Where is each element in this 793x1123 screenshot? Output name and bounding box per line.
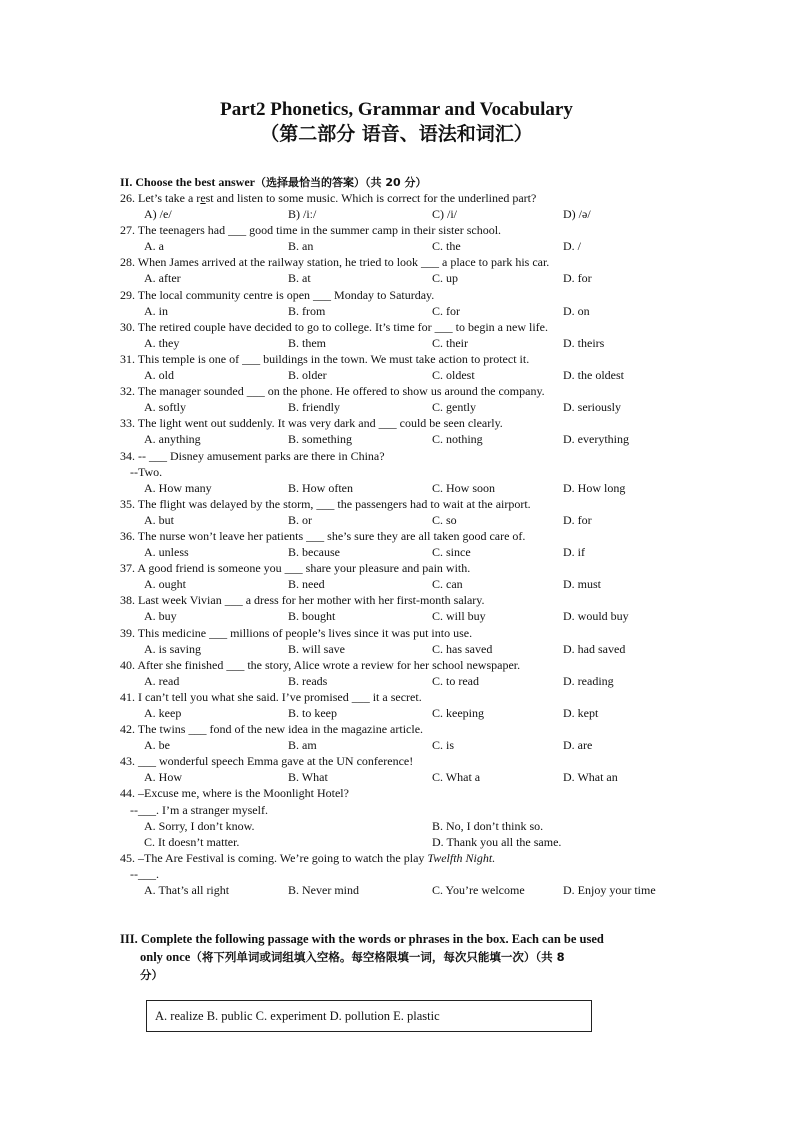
- option-b: B. them: [288, 335, 326, 350]
- option-wide: D. Thank you all the same.: [432, 834, 562, 849]
- stem-text: 45. –The Are Festival is coming. We’re going to watch the play: [120, 850, 428, 865]
- question-stem: 40. After she finished ___ the story, Alice wrote a review for her school newspaper.: [120, 657, 521, 672]
- options-row: [120, 206, 680, 222]
- question-stem: 28. When James arrived at the railway station, he tried to look ___ a place to park his car.: [120, 255, 550, 270]
- section-3-line2-en: only once: [140, 950, 191, 964]
- option-c: C. up: [432, 271, 459, 286]
- option-c: C. You’re welcome: [432, 883, 525, 898]
- section-3-heading: [120, 930, 680, 984]
- question-reply: --Two.: [130, 464, 163, 479]
- options-row: [120, 882, 680, 898]
- option-d: D. everything: [563, 432, 629, 447]
- option-b: B. Never mind: [288, 883, 359, 898]
- option-a: A. ought: [144, 577, 186, 592]
- option-c: C. has saved: [432, 641, 493, 656]
- option-c: C. What a: [432, 770, 481, 785]
- question-stem: 33. The light went out suddenly. It was very dark and ___ could be seen clearly.: [120, 416, 503, 431]
- options-row: [120, 641, 680, 657]
- question-stem: 38. Last week Vivian ___ a dress for her mother with her first-month salary.: [120, 593, 485, 608]
- option-a: A. softly: [144, 400, 186, 415]
- options-row: [120, 512, 680, 528]
- stem-text: 26. Let’s take a r: [120, 191, 201, 205]
- option-b: B. How often: [288, 480, 353, 495]
- options-row: [120, 480, 680, 496]
- options-row: [120, 608, 680, 624]
- section-3-line2-cn: （将下列单词或词组填入空格。每空格限填一词，每次只能填一次）（共 8: [190, 950, 565, 964]
- options-row: [120, 576, 680, 592]
- options-row: [120, 303, 680, 319]
- options-row: [120, 769, 680, 785]
- option-a: A. but: [144, 512, 174, 527]
- option-d: D. /: [563, 239, 581, 254]
- question-stem: 36. The nurse won’t leave her patients ___ she’s sure they are all taken good care of.: [120, 528, 526, 543]
- option-a: A. unless: [144, 545, 189, 560]
- option-c: C) /i/: [432, 207, 458, 222]
- option-b: B. will save: [288, 641, 345, 656]
- question-stem: 31. This temple is one of ___ buildings in the town. We must take action to protect it.: [120, 351, 530, 366]
- options-row: [120, 737, 680, 753]
- page-title: Part2 Phonetics, Grammar and Vocabulary: [220, 99, 573, 120]
- option-b: B. am: [288, 738, 317, 753]
- question-stem: 42. The twins ___ fond of the new idea in the magazine article.: [120, 722, 424, 737]
- option-a: A. buy: [144, 609, 177, 624]
- option-wide: C. It doesn’t matter.: [144, 834, 240, 849]
- option-b: B. at: [288, 271, 311, 286]
- option-d: D. What an: [563, 770, 618, 785]
- option-c: C. the: [432, 239, 461, 254]
- option-d: D. if: [563, 545, 585, 560]
- option-a: A. in: [144, 303, 168, 318]
- option-d: D. would buy: [563, 609, 629, 624]
- option-d: D. had saved: [563, 641, 626, 656]
- section-2-heading-en: II. Choose the best answer: [120, 175, 255, 189]
- option-d: D. How long: [563, 480, 626, 495]
- question-list: [120, 190, 680, 898]
- options-row: [120, 238, 680, 254]
- question-stem: 41. I can’t tell you what she said. I’ve promised ___ it a secret.: [120, 689, 422, 704]
- option-d: D. theirs: [563, 335, 605, 350]
- option-a: A. keep: [144, 706, 182, 720]
- option-c: C. How soon: [432, 480, 496, 495]
- options-row: [120, 544, 680, 560]
- question-reply: --___. I’m a stranger myself.: [130, 802, 268, 817]
- option-c: C. can: [432, 577, 463, 592]
- option-b: B. friendly: [288, 400, 340, 415]
- option-d: D) /ə/: [563, 207, 591, 222]
- question-stem: 34. -- ___ Disney amusement parks are there in China?: [120, 448, 385, 463]
- option-a: A. How many: [144, 480, 212, 495]
- option-c: C. since: [432, 545, 471, 560]
- option-b: B. What: [288, 770, 328, 785]
- option-b: B. need: [288, 577, 325, 592]
- question-stem: 35. The flight was delayed by the storm, ___ the passengers had to wait at the airport.: [120, 496, 531, 511]
- option-a: A. old: [144, 368, 174, 383]
- question-stem: [120, 850, 680, 866]
- option-d: D. must: [563, 577, 602, 592]
- option-c: C. so: [432, 512, 457, 527]
- option-b: B. to keep: [288, 706, 337, 720]
- question-reply: --___.: [130, 866, 159, 881]
- question-stem: [120, 190, 680, 206]
- option-d: D. the oldest: [563, 368, 624, 383]
- option-b: B. an: [288, 239, 314, 254]
- option-b: B. from: [288, 303, 326, 318]
- option-d: D. on: [563, 303, 590, 318]
- option-c: C. is: [432, 738, 455, 753]
- option-c: C. nothing: [432, 432, 483, 447]
- option-a: A. be: [144, 738, 170, 753]
- option-d: D. Enjoy your time: [563, 883, 656, 898]
- option-a: A. they: [144, 335, 180, 350]
- question-stem: 29. The local community centre is open ___ Monday to Saturday.: [120, 287, 435, 302]
- options-row: [120, 270, 680, 286]
- option-b: B. something: [288, 432, 353, 447]
- play-title: Twelfth Night.: [427, 850, 496, 865]
- options-row: [120, 705, 680, 721]
- options-row: [120, 431, 680, 447]
- question-stem: 43. ___ wonderful speech Emma gave at the UN conference!: [120, 754, 414, 769]
- option-a: A. That’s all right: [144, 883, 230, 898]
- question-stem: 30. The retired couple have decided to go to college. It’s time for ___ to begin a new life.: [120, 319, 548, 334]
- options-row: [120, 367, 680, 383]
- option-c: C. keeping: [432, 706, 484, 720]
- section-3-line3: 分）: [140, 968, 163, 982]
- section-3-line1: III. Complete the following passage with the words or phrases in the box. Each can be used: [120, 932, 604, 946]
- section-2-heading: [120, 174, 426, 190]
- option-b: B. bought: [288, 609, 336, 624]
- option-b: B. because: [288, 545, 340, 560]
- underlined-letter: e: [200, 191, 206, 205]
- option-b: B) /iː/: [288, 207, 317, 222]
- question-stem: 39. This medicine ___ millions of people’s lives since it was put into use.: [120, 625, 473, 640]
- stem-text: st and listen to some music. Which is correct for the underlined part?: [205, 191, 537, 205]
- option-wide: B. No, I don’t think so.: [432, 818, 544, 833]
- options-row: [120, 673, 680, 689]
- page-subtitle: （第二部分 语音、语法和词汇）: [260, 123, 533, 145]
- options-row: [120, 335, 680, 351]
- option-a: A. a: [144, 239, 164, 254]
- option-c: C. to read: [432, 673, 479, 688]
- option-d: D. for: [563, 512, 592, 527]
- options-row: [120, 818, 680, 834]
- question-stem: 37. A good friend is someone you ___ share your pleasure and pain with.: [120, 561, 471, 576]
- question-stem: 32. The manager sounded ___ on the phone. He offered to show us around the company.: [120, 384, 545, 399]
- options-row: [120, 834, 680, 850]
- option-b: B. older: [288, 368, 327, 383]
- option-d: D. are: [563, 738, 593, 753]
- option-a: A) /e/: [144, 207, 172, 222]
- section-3-line2: [120, 948, 680, 966]
- section-2-heading-cn: （选择最恰当的答案）（共 20 分）: [255, 176, 427, 189]
- option-a: A. after: [144, 271, 181, 286]
- option-b: B. or: [288, 512, 312, 527]
- option-d: D. reading: [563, 673, 614, 688]
- option-d: D. kept: [563, 706, 599, 720]
- options-row: [120, 399, 680, 415]
- question-stem: 44. –Excuse me, where is the Moonlight Hotel?: [120, 786, 349, 801]
- option-a: A. anything: [144, 432, 201, 447]
- option-a: A. is saving: [144, 641, 201, 656]
- option-a: A. read: [144, 673, 180, 688]
- option-wide: A. Sorry, I don’t know.: [144, 818, 255, 833]
- option-b: B. reads: [288, 673, 328, 688]
- option-d: D. for: [563, 271, 592, 286]
- option-c: C. oldest: [432, 368, 475, 383]
- word-box: A. realize B. public C. experiment D. pollution E. plastic: [146, 1000, 592, 1032]
- option-c: C. will buy: [432, 609, 486, 624]
- option-c: C. their: [432, 335, 468, 350]
- option-a: A. How: [144, 770, 182, 785]
- option-d: D. seriously: [563, 400, 621, 415]
- question-stem: 27. The teenagers had ___ good time in the summer camp in their sister school.: [120, 223, 502, 238]
- option-c: C. for: [432, 303, 460, 318]
- option-c: C. gently: [432, 400, 476, 415]
